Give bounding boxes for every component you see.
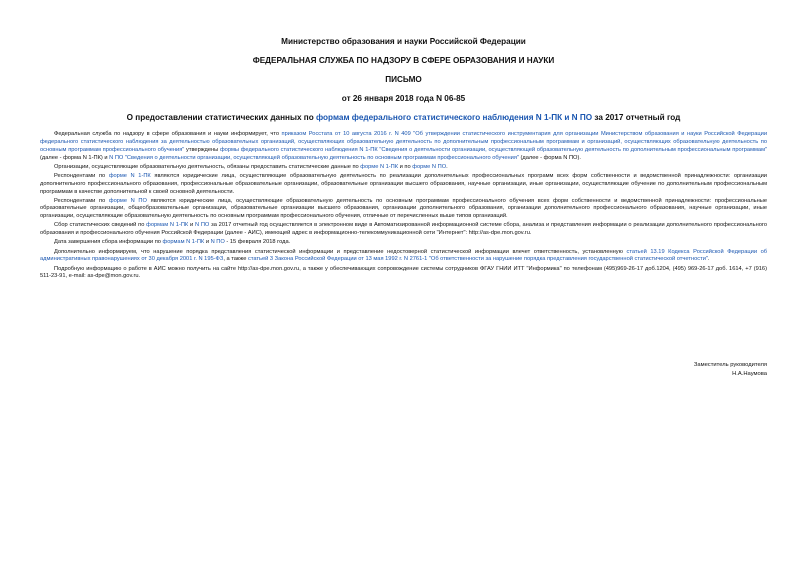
rosstat-order-link[interactable]: приказом Росстата от 10 августа 2016 г. N 409 "Об утверждении статистического инструментария для организации Министерством образования и науки Российской Федерации федерального статистического наблюдения за деятельностью образовательных организаций, осуществляющих образовательную деятельность по дополнительным профессиональным программам и организаций, осуществляющих образовательную деятельность по основным программам профессионального обучения" bbox=[40, 131, 767, 153]
form-po-link[interactable]: N ПО bbox=[210, 239, 225, 246]
service-title: ФЕДЕРАЛЬНАЯ СЛУЖБА ПО НАДЗОРУ В СФЕРЕ ОБРАЗОВАНИЯ И НАУКИ bbox=[252, 56, 555, 65]
paragraph-intro: Федеральная служба по надзору в сфере образования и науки информирует, что приказом Росстата от 10 августа 2016 г. N 409 "Об утверждении статистического инструментария для организации Министерством образования и науки Российской Федерации федерального статистического наблюдения за деятельностью образовательных организаций, осуществляющих образовательную деятельность по дополнительным профессиональным программам и организаций, осуществляющих образовательную деятельность по основным программам профессионального обучения" утверждены формы федерального статистического наблюдения N 1-ПК "Сведения о деятельности организации, осуществляющей образовательную деятельность по дополнительным профессиональным программам" (далее - форма N 1-ПК) и N ПО "Сведения о деятельности организации, осуществляющей образовательную деятельность по основным программам профессионального обучения" (далее - форма N ПО). bbox=[40, 131, 767, 161]
law-article-link[interactable]: статьей 3 Закона Российской Федерации от 13 мая 1992 г. N 2761-1 "Об ответственности за нарушение порядка представления государственной статистической отчетности" bbox=[247, 256, 708, 263]
forms-1pk-link[interactable]: формам N 1-ПК bbox=[146, 222, 189, 229]
signatory-name: Н.А.Наумова bbox=[732, 370, 767, 377]
subject-text-end: за 2017 отчетный год bbox=[592, 113, 681, 122]
subject-text: О предоставлении статистических данных по bbox=[126, 113, 316, 122]
paragraph-deadline: Дата завершения сбора информации по формам N 1-ПК и N ПО - 15 февраля 2018 года. bbox=[54, 239, 291, 246]
form-po-link[interactable]: N ПО bbox=[194, 222, 210, 229]
document-subject bbox=[40, 113, 767, 123]
document-date-number: от 26 января 2018 года N 06-85 bbox=[341, 94, 466, 103]
signature-block bbox=[694, 361, 767, 378]
form-1pk-link[interactable]: форме N 1-ПК bbox=[108, 172, 151, 179]
signatory-title: Заместитель руководителя bbox=[693, 362, 767, 368]
letter-body bbox=[40, 131, 767, 281]
form-po-link[interactable]: форме N ПО bbox=[108, 197, 147, 204]
form-1pk-link[interactable]: форме N 1-ПК bbox=[360, 163, 399, 170]
paragraph-respondents-po: Респондентами по форме N ПО являются юридические лица, осуществляющие образовательную деятельность по основным программам профессионального обучения всех форм собственности и ведомственной принадлежности: профессиональные образовательные организации, общеобразовательные организации, образовательные организации высшего образования, организации дополнительного образования, организации дополнительного профессионального образования, научные организации, иные организации, осуществляющие образовательную деятельность по основным программам профессионального обучения, отличные от перечисленных выше типов организаций. bbox=[40, 197, 767, 220]
form-po-link[interactable]: форме N ПО bbox=[412, 163, 447, 170]
ministry-title: Министерство образования и науки Российской Федерации bbox=[281, 37, 526, 46]
paragraph-respondents-1pk: Респондентами по форме N 1-ПК являются юридические лица, осуществляющие образовательную деятельность по реализации дополнительных профессиональных программ всех форм собственности и ведомственной принадлежности: организации дополнительного профессионального образования, профессиональные образовательные организации, образовательные организации высшего образования, научные организации, иные организации, осуществляющие обучение по дополнительным профессиональным программам в качестве дополнительной к своей основной деятельности. bbox=[40, 172, 767, 195]
subject-forms-link[interactable]: формам федерального статистического наблюдения N 1-ПК и N ПО bbox=[316, 113, 593, 122]
document-type: ПИСЬМО bbox=[385, 75, 422, 84]
paragraph-liability: Дополнительно информируем, что нарушение порядка представления статистической информации и представление недостоверной статистической информации влечет ответственность, установленную статьей 13.19 Кодекса Российской Федерации об административных правонарушениях от 30 декабря 2001 г. N 195-ФЗ, а также статьей 3 Закона Российской Федерации от 13 мая 1992 г. N 2761-1 "Об ответственности за нарушение порядка представления государственной статистической отчетности". bbox=[40, 248, 767, 263]
form-po-link[interactable]: N ПО "Сведения о деятельности организации, осуществляющей образовательную деятельность по основным программам профессионального обучения" bbox=[109, 154, 519, 161]
forms-1pk-link[interactable]: формам N 1-ПК bbox=[162, 239, 205, 246]
paragraph-contacts: Подробную информацию о работе в АИС можно получить на сайте http://as-dpe.mon.gov.ru, а также у обеспечивающих сопровождение системы сотрудников ФГАУ ГНИИ ИТТ "Информика" по телефонам (495)969-26-17 доб.1204, (495) 969-26-17 доб. 1614, +7 (916) 511-23-91, e-mail: as-dpe@mon.gov.ru. bbox=[40, 265, 767, 280]
form-1pk-link[interactable]: формы федерального статистического наблюдения N 1-ПК "Сведения о деятельности организации, осуществляющей образовательную деятельность по дополнительным профессиональным программам" bbox=[220, 146, 767, 153]
paragraph-collection: Сбор статистических сведений по формам N 1-ПК и N ПО за 2017 отчетный год осуществляется в электронном виде в Автоматизированной информационной системе сбора, анализа и представления информации о реализации дополнительного профессионального образования и профессионального обучения Российской Федерации (далее - АИС), имеющей адрес в информационно-телекоммуникационной сети "Интернет": http://as-dpe.mon.gov.ru. bbox=[40, 222, 767, 237]
koap-article-link[interactable]: статьей 13.19 Кодекса Российской Федерации об административных правонарушениях от 30 декабря 2001 г. N 195-ФЗ bbox=[40, 248, 767, 263]
paragraph-obligation: Организации, осуществляющие образовательную деятельность, обязаны предоставить статистические данные по форме N 1-ПК и по форме N ПО. bbox=[54, 163, 448, 170]
